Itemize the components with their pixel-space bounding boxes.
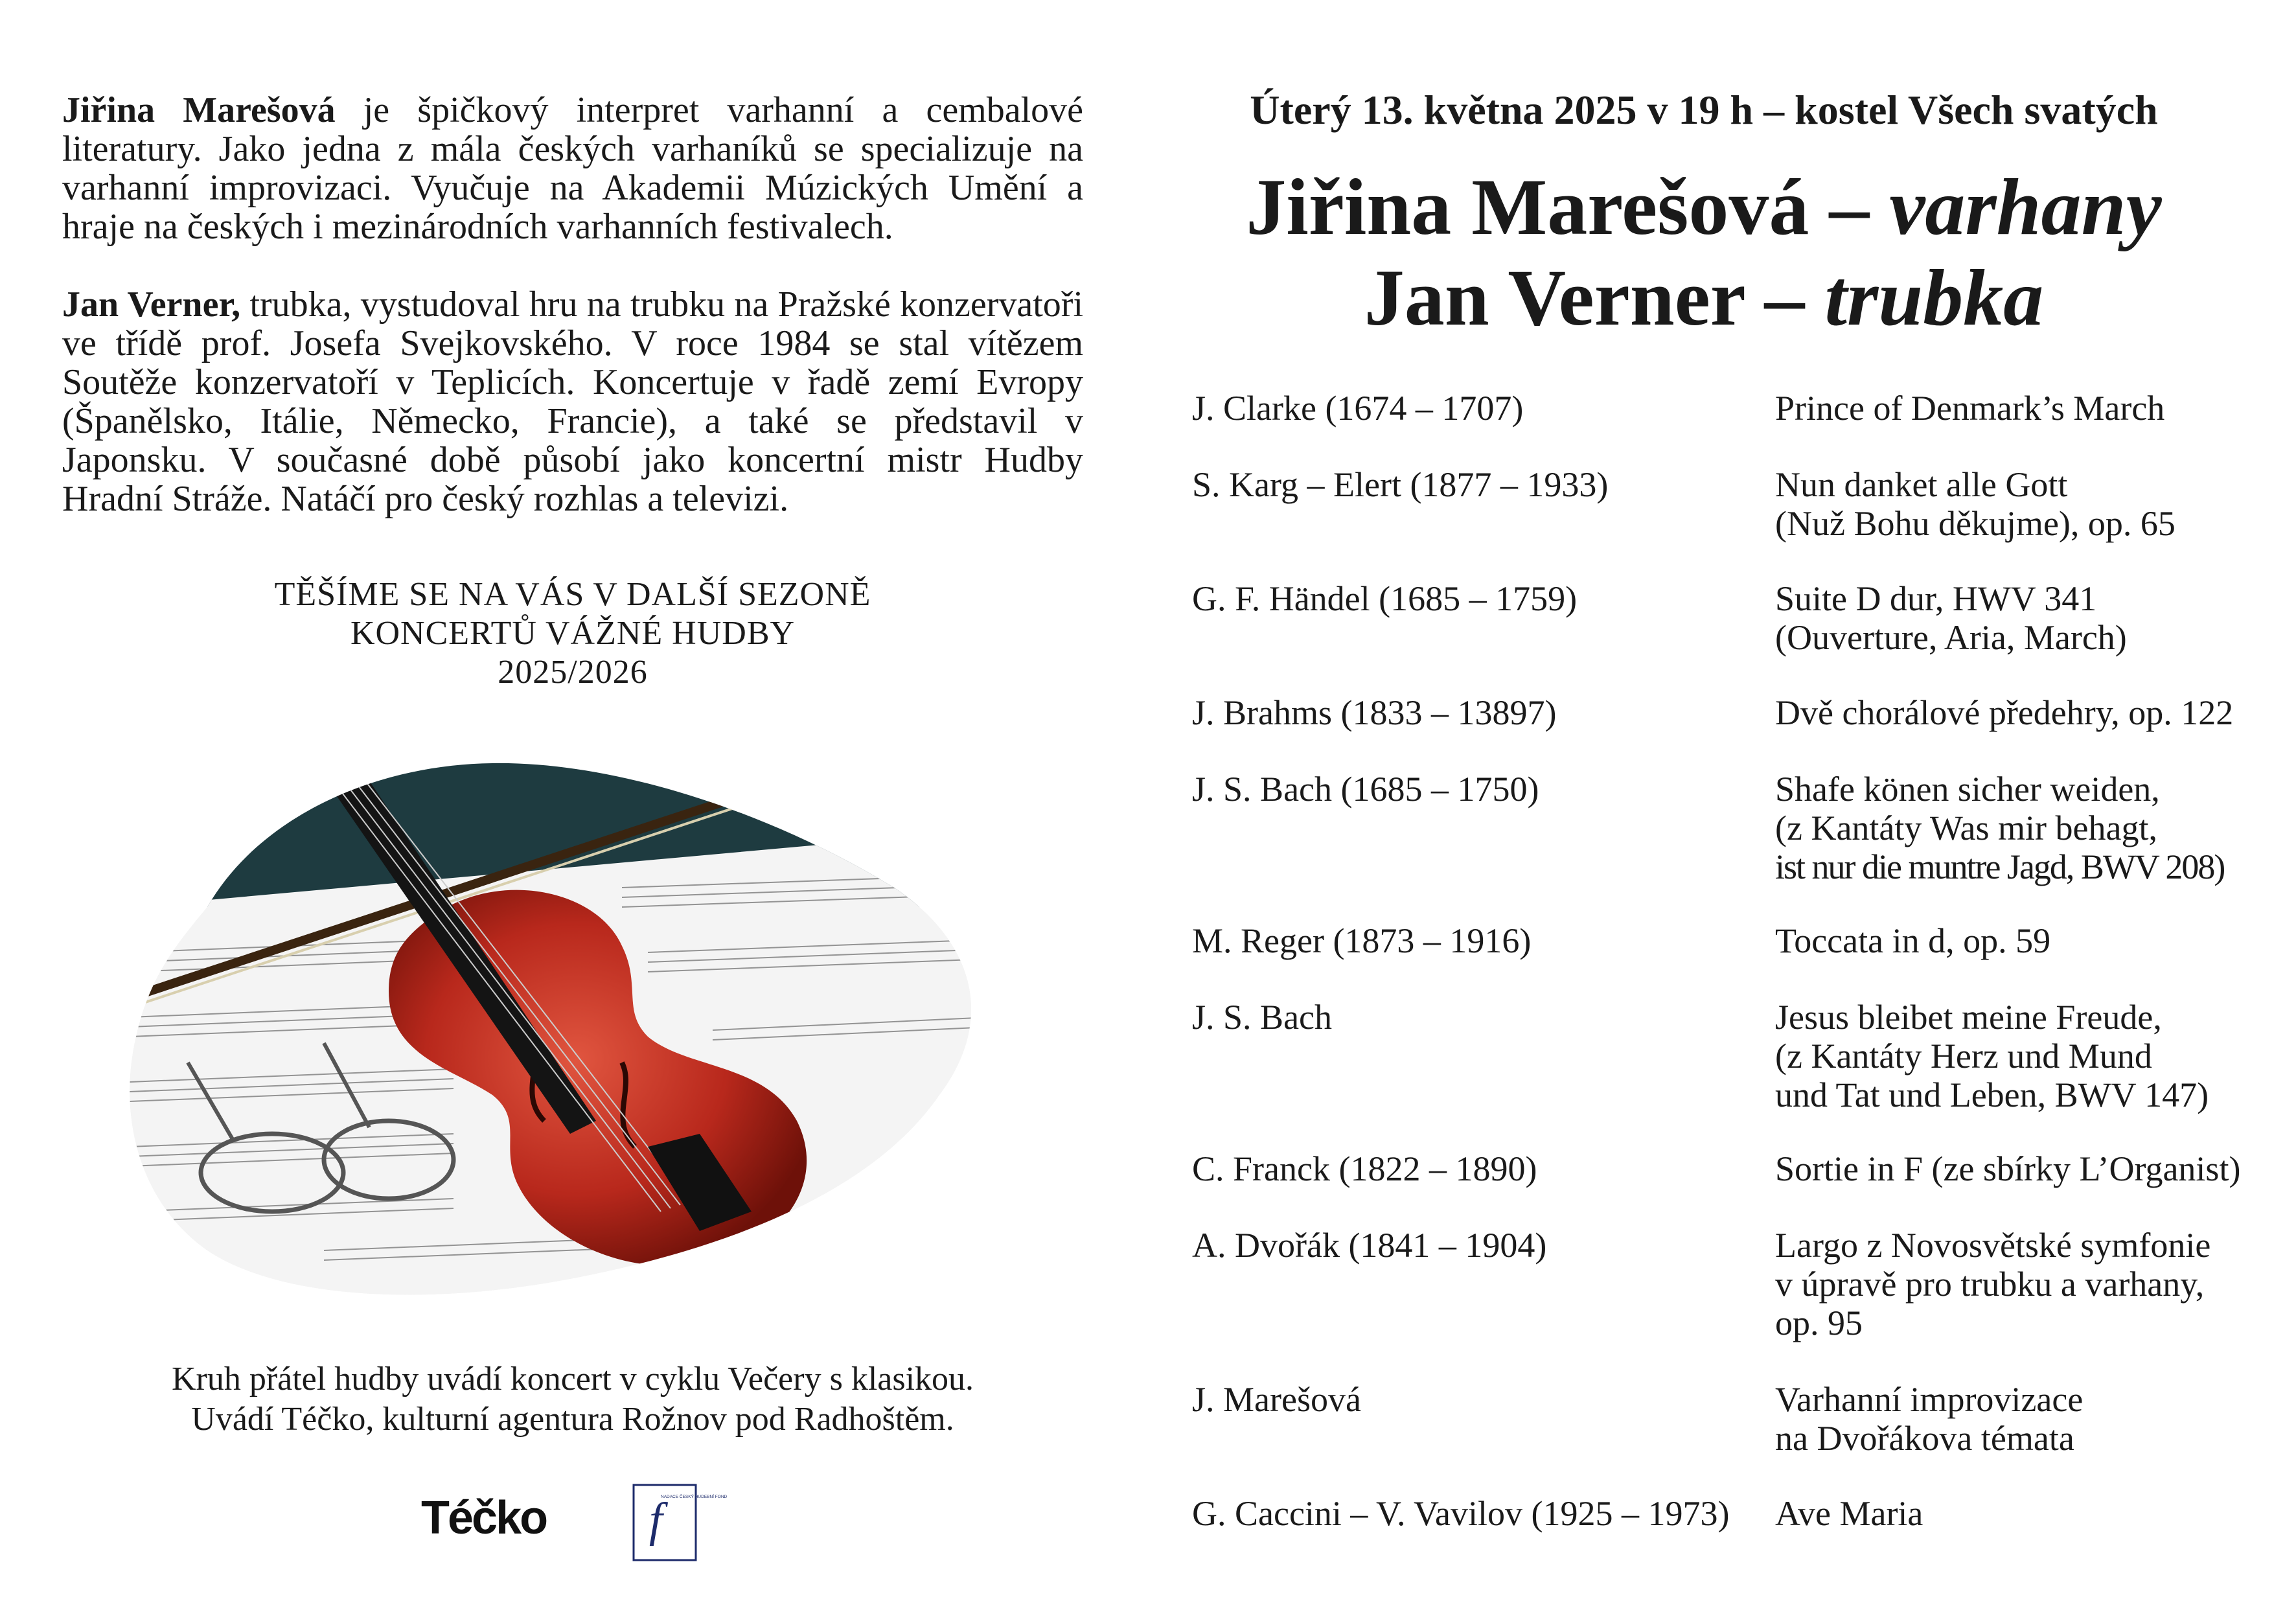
work-line: op. 95 (1775, 1304, 1863, 1342)
program-composer: G. F. Händel (1685 – 1759) (1192, 579, 1578, 618)
program-composer: C. Franck (1822 – 1890) (1192, 1149, 1537, 1188)
work-line: Largo z Novosvětské symfonie (1775, 1226, 2211, 1265)
program-composer: J. S. Bach (1192, 998, 1332, 1037)
work-line: v úpravě pro trubku a varhany, (1775, 1265, 2205, 1304)
footer-text (62, 1359, 1083, 1440)
performer-instrument: varhany (1889, 163, 2162, 251)
bio-name: Jan Verner, (62, 284, 241, 325)
work-line: Ave Maria (1775, 1494, 1923, 1533)
footer-line: Kruh přátel hudby uvádí koncert v cyklu Večery s klasikou. (171, 1361, 974, 1397)
program-work (1775, 770, 2280, 886)
work-line: Varhanní improvizace (1775, 1380, 2084, 1419)
program-work (1775, 1226, 2280, 1342)
program-composer: J. Brahms (1833 – 13897) (1192, 693, 1557, 732)
concert-header (1179, 84, 2267, 343)
work-line: (z Kantáty Was mir behagt, (1775, 809, 2157, 847)
program-composer: S. Karg – Elert (1877 – 1933) (1192, 465, 1609, 504)
work-line: und Tat und Leben, BWV 147) (1775, 1075, 2209, 1114)
program-work (1775, 693, 2280, 732)
left-column (62, 91, 1083, 557)
program-composer: G. Caccini – V. Vavilov (1925 – 1973) (1192, 1494, 1730, 1533)
fund-name: NADACE ČESKÝ HUDEBNÍ FOND (661, 1495, 728, 1499)
season-announcement (62, 575, 1083, 692)
program-work (1775, 579, 2280, 657)
tecko-logo: Téčko (421, 1492, 547, 1544)
footer-line: Uvádí Téčko, kulturní agentura Rožnov pod Radhoštěm. (191, 1401, 954, 1438)
program-work (1775, 389, 2280, 428)
season-line: 2025/2026 (498, 654, 648, 691)
program-composer: J. Clarke (1674 – 1707) (1192, 389, 1524, 428)
program-composer: M. Reger (1873 – 1916) (1192, 921, 1532, 960)
work-line: Sortie in F (ze sbírky L’Organist) (1775, 1149, 2241, 1188)
music-fund-logo (632, 1484, 728, 1561)
concert-date: Úterý 13. května 2025 v 19 h – kostel Všech svatých (1250, 87, 2158, 133)
logos (421, 1484, 745, 1561)
performer-name: Jan Verner – (1364, 253, 1825, 342)
program-work (1775, 1380, 2280, 1458)
season-line: KONCERTŮ VÁŽNÉ HUDBY (350, 615, 796, 652)
work-line: Toccata in d, op. 59 (1775, 921, 2051, 960)
program-work (1775, 1494, 2280, 1533)
performer-line (1140, 253, 2267, 343)
work-line: Jesus bleibet meine Freude, (1775, 998, 2162, 1037)
work-line: Shafe könen sicher weiden, (1775, 770, 2160, 809)
work-line: Prince of Denmark’s March (1775, 389, 2165, 428)
program-work (1775, 921, 2280, 960)
work-line: ist nur die muntre Jagd, BWV 208) (1775, 847, 2225, 886)
season-line: TĚŠÍME SE NA VÁS V DALŠÍ SEZONĚ (274, 576, 871, 613)
bio-text: je špičkový interpret varhanní a cembalové literatury. Jako jedna z mála českých varhaníků se specializuje na varhanní improvizaci. Vyučuje na Akademii Múzických Umění a hraje na českých i mezinárodních varhanních festivalech. (62, 90, 1084, 247)
performers (1140, 162, 2267, 343)
work-line: (z Kantáty Herz und Mund (1775, 1037, 2152, 1075)
work-line: (Ouverture, Aria, March) (1775, 618, 2127, 657)
program-composer: J. Marešová (1192, 1380, 1361, 1419)
work-line: Suite D dur, HWV 341 (1775, 579, 2097, 618)
work-line: Dvě chorálové předehry, op. 122 (1775, 693, 2234, 732)
program-work (1775, 1149, 2280, 1188)
program-work (1775, 998, 2280, 1114)
violin-photo (130, 758, 991, 1302)
bio-marešová (62, 91, 1083, 246)
bio-text: trubka, vystudoval hru na trubku na Pražské konzervatoři ve třídě prof. Josefa Svejkovského. V roce 1984 se stal vítězem Soutěže konzervatoří v Teplicích. Koncertuje v řadě zemí Evropy (Španělsko, Itálie, Německo, Francie), a také se představil v Japonsku. V současné době působí jako koncertní mistr Hudby Hradní Stráže. Natáčí pro český rozhlas a televizi. (62, 284, 1084, 519)
performer-name: Jiřina Marešová – (1246, 163, 1890, 251)
program-work (1775, 465, 2280, 543)
performer-instrument: trubka (1824, 253, 2044, 342)
work-line: na Dvořákova témata (1775, 1419, 2074, 1458)
performer-line (1140, 162, 2267, 253)
program-composer: A. Dvořák (1841 – 1904) (1192, 1226, 1547, 1265)
bio-name: Jiřina Marešová (62, 90, 336, 130)
work-line: (Nuž Bohu děkujme), op. 65 (1775, 504, 2175, 543)
work-line: Nun danket alle Gott (1775, 465, 2068, 504)
svg-text:f: f (649, 1493, 663, 1547)
bio-verner (62, 285, 1083, 518)
program-composer: J. S. Bach (1685 – 1750) (1192, 770, 1539, 809)
